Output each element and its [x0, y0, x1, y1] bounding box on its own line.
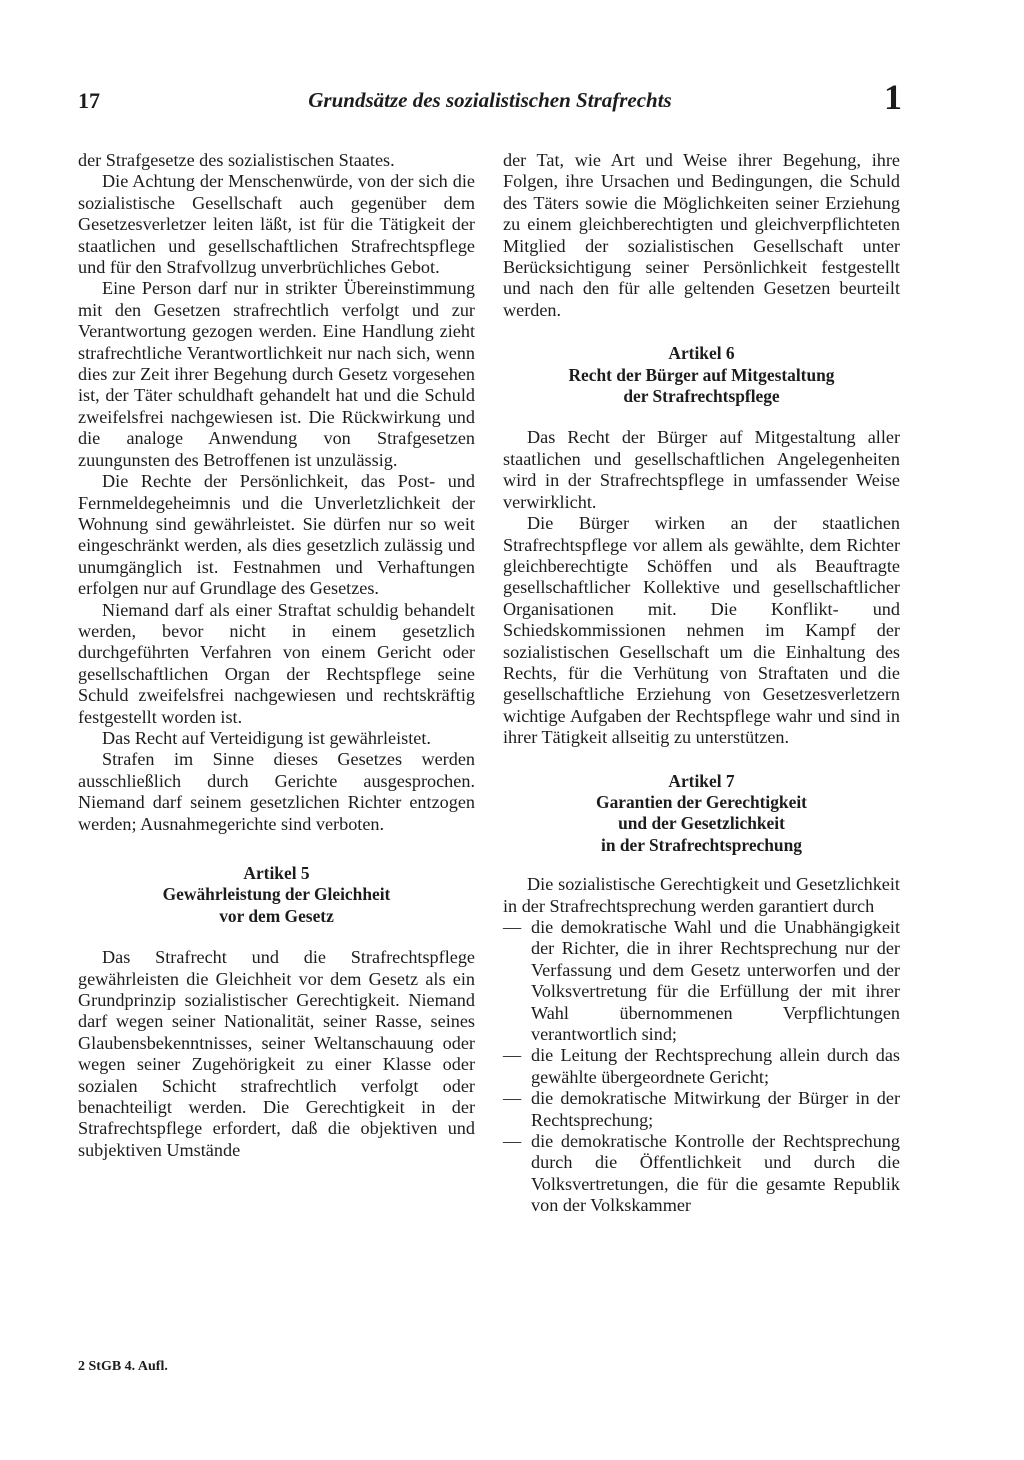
- article-label: Artikel 7: [668, 770, 735, 791]
- printer-signature: 2 StGB 4. Aufl.: [78, 1359, 168, 1374]
- section-number: 1: [884, 77, 902, 117]
- list-item: — die Leitung der Rechtsprechung allein durch das gewählte übergeordnete Gericht;: [503, 1045, 900, 1088]
- article-title-line: in der Strafrechtsprechung: [601, 834, 802, 855]
- article-5-heading: [78, 863, 475, 927]
- paragraph: Das Recht auf Verteidigung ist gewährleistet.: [102, 727, 431, 748]
- article-title-line: vor dem Gesetz: [219, 905, 334, 926]
- article-title-line: Gewährleistung der Gleichheit: [162, 884, 391, 905]
- article-title-line: Recht der Bürger auf Mitgestaltung: [568, 364, 835, 385]
- paragraph: Das Strafrecht und die Strafrechtspflege gewährleisten die Gleichheit vor dem Gesetz als ein Grundprinzip sozialistischer Gerechtigkeit. Niemand darf wegen seiner Nationalität, seiner Rasse, seines Glaubensbekenntnisses, seiner Weltanschauung oder wegen seiner Zugehörigkeit zu einer Klasse oder sozialen Schicht strafrechtlich verfolgt oder benachteiligt werden. Die Gerechtigkeit in der Strafrechtspflege erfordert, daß die objektiven und subjektiven Umstände: [78, 947, 475, 1160]
- paragraph: Das Recht der Bürger auf Mitgestaltung aller staatlichen und gesellschaftlichen Angelegenheiten wird in der Strafrechtspflege in umfassender Weise verwirklicht.: [503, 427, 900, 512]
- article-title-line: und der Gesetzlichkeit: [618, 813, 785, 834]
- paragraph: Die Bürger wirken an der staatlichen Strafrechtspflege vor allem als gewählte, dem Richter gleichberechtigte Schöffen und als Beauftragte gesellschaftlicher Kollektive und gesellschaftlicher Organisationen mit. Die Konflikt- und Schiedskommissionen nehmen im Kampf der sozialistischen Gesellschaft um die Einhaltung des Rechts, für die Verhütung von Straftaten und die gesellschaftliche Erziehung von Gesetzesverletzern wichtige Aufgaben der Rechtspflege wahr und sind in ihrer Tätigkeit allseitig zu unterstützen.: [503, 513, 900, 748]
- list-item: — die demokratische Wahl und die Unabhängigkeit der Richter, die in ihrer Rechtsprechung nur der Verfassung und dem Gesetz unterworfen und der Volksvertretung für die Erfüllung der mit ihrer Wahl übernommenen Verpflichtungen verantwortlich sind;: [503, 917, 900, 1045]
- article-label: Artikel 5: [243, 863, 310, 883]
- page-header: [78, 77, 902, 124]
- running-title: Grundsätze des sozialistischen Strafrechts: [308, 88, 672, 112]
- article-title-line: Garantien der Gerechtigkeit: [596, 791, 807, 812]
- list-item: — die demokratische Kontrolle der Rechtsprechung durch die Öffentlichkeit und durch die Volksvertretungen, die für die gesamte Republik von der Volkskammer: [503, 1131, 900, 1217]
- paragraph: Die Achtung der Menschenwürde, von der sich die sozialistische Gesellschaft auch gegenüber dem Gesetzesverletzer leiten läßt, ist für die Tätigkeit der staatlichen und gesellschaftlichen Strafrechtspflege und für den Strafvollzug unverbrüchliches Gebot.: [78, 171, 475, 278]
- paragraph: der Strafgesetze des sozialistischen Staates.: [78, 150, 395, 170]
- article-7-heading: [503, 771, 900, 857]
- article-6-heading: [503, 343, 900, 407]
- article-title-line: der Strafrechtspflege: [623, 386, 780, 407]
- guarantee-list: [503, 917, 900, 1217]
- article-label: Artikel 6: [668, 343, 735, 364]
- paragraph: Die Rechte der Persönlichkeit, das Post- und Fernmeldegeheimnis und die Unverletzlichkeit der Wohnung sind gewährleistet. Sie dürfen nur so weit eingeschränkt werden, als dies gesetzlich zulässig und unumgänglich ist. Festnahmen und Verhaftungen erfolgen nur auf Grundlage des Gesetzes.: [78, 471, 475, 599]
- paragraph: der Tat, wie Art und Weise ihrer Begehung, ihre Folgen, ihre Ursachen und Bedingungen, die Schuld des Täters sowie die Möglichkeiten seiner Erziehung zu einem gleichberechtigten und gleichverpflichteten Mitglied der sozialistischen Gesellschaft unter Berücksichtigung seiner Persönlichkeit festgestellt und nach den für alle geltenden Gesetzen beurteilt werden.: [503, 150, 900, 320]
- left-column: [78, 150, 475, 1161]
- paragraph: Strafen im Sinne dieses Gesetzes werden ausschließlich durch Gerichte ausgesprochen. Niemand darf seinem gesetzlichen Richter entzogen werden; Ausnahmegerichte sind verboten.: [78, 749, 475, 834]
- right-column: [503, 150, 900, 1217]
- page-number: 17: [78, 88, 100, 113]
- list-item: — die demokratische Mitwirkung der Bürger in der Rechtsprechung;: [503, 1088, 900, 1131]
- paragraph: Eine Person darf nur in strikter Übereinstimmung mit den Gesetzen strafrechtlich verfolgt und zur Verantwortung gezogen werden. Eine Handlung zieht strafrechtliche Verantwortlichkeit nur nach sich, wenn dies zur Zeit ihrer Begehung durch Gesetz vorgesehen ist, der Täter schuldhaft gehandelt hat und die Schuld zweifelsfrei nachgewiesen ist. Die Rückwirkung und die analoge Anwendung von Strafgesetzen zuungunsten des Betroffenen ist unzulässig.: [78, 278, 475, 470]
- paragraph: Niemand darf als einer Straftat schuldig behandelt werden, bevor nicht in einem gesetzlich durchgeführten Verfahren von einem Gericht oder gesellschaftlichen Organ der Rechtspflege seine Schuld zweifelsfrei nachgewiesen und rechtskräftig festgestellt worden ist.: [78, 599, 475, 727]
- paragraph: Die sozialistische Gerechtigkeit und Gesetzlichkeit in der Strafrechtsprechung werden garantiert durch: [503, 874, 900, 916]
